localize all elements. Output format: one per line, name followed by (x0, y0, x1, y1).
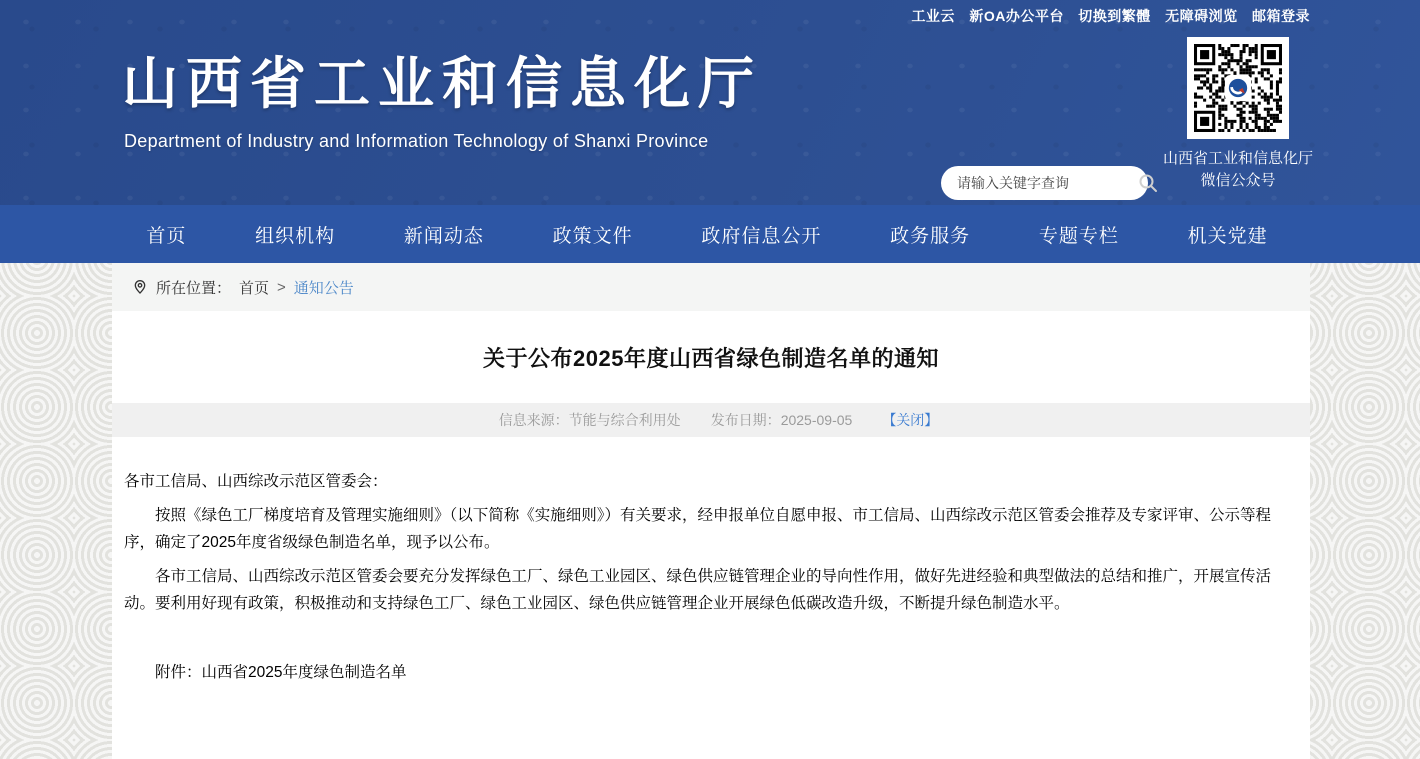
qr-caption (1160, 148, 1316, 192)
article-date-value: 2025-09-05 (780, 412, 853, 428)
site-title: 山西省工业和信息化厅 (122, 52, 762, 115)
breadcrumb-separator: > (277, 278, 286, 296)
topbar-link-accessibility[interactable]: 无障碍浏览 (1165, 8, 1238, 24)
site-header (0, 0, 1420, 205)
nav-item-gov-services[interactable]: 政务服务 (890, 225, 971, 247)
breadcrumb-current[interactable]: 通知公告 (293, 279, 354, 297)
qr-center-logo-icon (1225, 75, 1251, 101)
nav-item-policy-documents[interactable]: 政策文件 (552, 225, 633, 247)
article-date (711, 410, 853, 430)
topbar-link-oa-platform[interactable]: 新OA办公平台 (969, 8, 1064, 24)
search-icon[interactable] (1138, 173, 1158, 193)
topbar-link-mail-login[interactable]: 邮箱登录 (1252, 8, 1310, 24)
article-source-label: 信息来源： (498, 412, 569, 428)
title-block (112, 311, 1310, 403)
qr-caption-line2: 微信公众号 (1200, 172, 1276, 189)
topbar-link-traditional-chinese[interactable]: 切换到繁體 (1078, 8, 1151, 24)
breadcrumb (112, 263, 1310, 311)
close-button[interactable]: 【关闭】 (882, 412, 939, 428)
page-title: 关于公布2025年度山西省绿色制造名单的通知 (483, 345, 939, 371)
nav-item-special-columns[interactable]: 专题专栏 (1038, 225, 1119, 247)
qr-block (1160, 37, 1316, 192)
nav-item-organization[interactable]: 组织机构 (255, 225, 336, 247)
search-input[interactable] (957, 175, 1138, 191)
wechat-qr-code-icon (1187, 37, 1289, 139)
site-subtitle: Department of Industry and Information Technology of Shanxi Province (124, 131, 709, 151)
article-paragraph: 各市工信局、山西综改示范区管委会要充分发挥绿色工厂、绿色工业园区、绿色供应链管理企业的导向性作用，做好先进经验和典型做法的总结和推广，开展宣传活动。要利用好现有政策，积极推动和支持绿色工厂、绿色工业园区、绿色供应链管理企业开展绿色低碳改造升级，不断提升绿色制造水平。 (124, 568, 1272, 612)
nav-item-home[interactable]: 首页 (146, 225, 187, 247)
article-source-value: 节能与综合利用处 (568, 412, 681, 428)
nav-item-gov-info-disclosure[interactable]: 政府信息公开 (701, 225, 822, 247)
article-meta (112, 403, 1310, 437)
breadcrumb-label: 所在位置： (156, 279, 232, 297)
topbar (901, 6, 1310, 26)
qr-caption-line1: 山西省工业和信息化厅 (1162, 150, 1313, 167)
topbar-link-industry-cloud[interactable]: 工业云 (911, 8, 955, 24)
content-panel (112, 263, 1310, 759)
main-nav (0, 205, 1420, 263)
breadcrumb-home[interactable]: 首页 (239, 279, 270, 297)
article-source (499, 410, 681, 430)
article-salutation: 各市工信局、山西综改示范区管委会： (124, 473, 388, 490)
nav-item-party-building[interactable]: 机关党建 (1187, 225, 1268, 247)
search-box (941, 166, 1148, 200)
article-body (112, 437, 1310, 686)
article-attachment: 附件：山西省2025年度绿色制造名单 (155, 664, 407, 681)
location-pin-icon (132, 279, 148, 295)
article-date-label: 发布日期： (710, 412, 781, 428)
article-paragraph: 按照《绿色工厂梯度培育及管理实施细则》（以下简称《实施细则》）有关要求，经申报单位自愿申报、市工信局、山西综改示范区管委会推荐及专家评审、公示等程序，确定了2025年度省级绿色制造名单，现予以公布。 (124, 507, 1272, 551)
nav-item-news[interactable]: 新闻动态 (403, 225, 484, 247)
